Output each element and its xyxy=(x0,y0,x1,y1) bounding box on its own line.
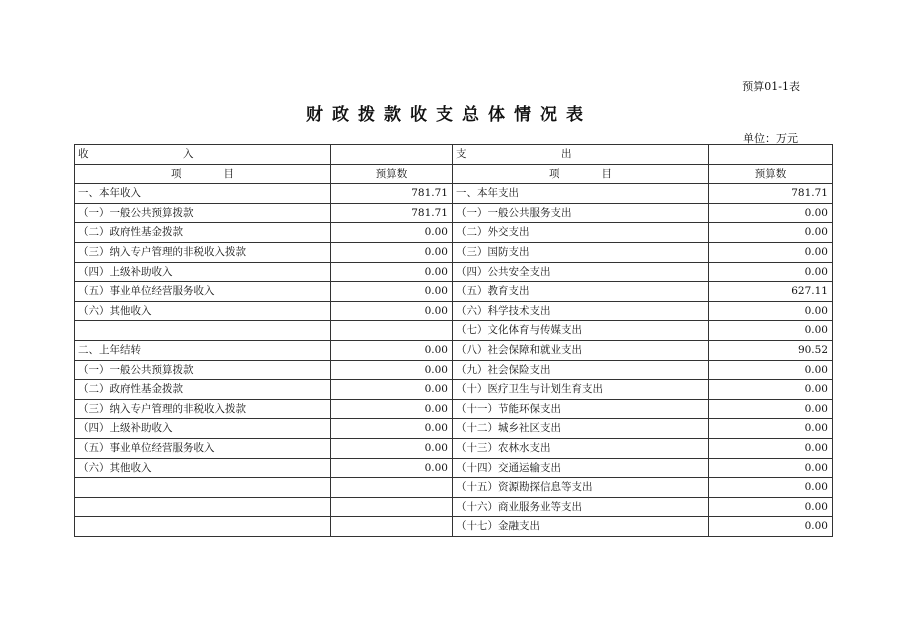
budget-table xyxy=(74,144,833,537)
income-item-cell: （五）事业单位经营服务收入 xyxy=(75,282,331,302)
income-amount-cell: 781.71 xyxy=(331,184,453,204)
expense-item-cell: （六）科学技术支出 xyxy=(453,301,709,321)
table-row xyxy=(75,242,833,262)
table-row xyxy=(75,458,833,478)
income-amount-cell: 0.00 xyxy=(331,301,453,321)
expense-item-cell: （八）社会保障和就业支出 xyxy=(453,340,709,360)
income-amount-cell: 0.00 xyxy=(331,223,453,243)
expense-amount-cell: 0.00 xyxy=(709,497,833,517)
income-item-cell xyxy=(75,321,331,341)
income-item-cell: （四）上级补助收入 xyxy=(75,419,331,439)
table-row xyxy=(75,321,833,341)
income-amount-cell: 0.00 xyxy=(331,282,453,302)
table-row xyxy=(75,438,833,458)
income-item-cell: （五）事业单位经营服务收入 xyxy=(75,438,331,458)
expense-section-header: 支 出 xyxy=(453,145,709,165)
income-item-column-header: 项 目 xyxy=(75,164,331,184)
expense-amount-cell: 0.00 xyxy=(709,399,833,419)
income-item-cell: （四）上级补助收入 xyxy=(75,262,331,282)
income-amount-cell: 0.00 xyxy=(331,340,453,360)
expense-section-header-blank xyxy=(709,145,833,165)
expense-item-cell: （十五）资源勘探信息等支出 xyxy=(453,478,709,498)
expense-amount-cell: 0.00 xyxy=(709,203,833,223)
form-code: 预算01-1表 xyxy=(742,80,800,93)
expense-item-cell: （二）外交支出 xyxy=(453,223,709,243)
expense-amount-column-header: 预算数 xyxy=(709,164,833,184)
expense-amount-cell: 0.00 xyxy=(709,380,833,400)
table-row xyxy=(75,184,833,204)
income-item-cell: （三）纳入专户管理的非税收入拨款 xyxy=(75,242,331,262)
expense-amount-cell: 0.00 xyxy=(709,262,833,282)
expense-item-cell: （十二）城乡社区支出 xyxy=(453,419,709,439)
table-row xyxy=(75,360,833,380)
expense-amount-cell: 0.00 xyxy=(709,438,833,458)
income-item-cell: 二、上年结转 xyxy=(75,340,331,360)
income-amount-cell: 0.00 xyxy=(331,438,453,458)
income-item-cell: （三）纳入专户管理的非税收入拨款 xyxy=(75,399,331,419)
income-item-cell: （六）其他收入 xyxy=(75,301,331,321)
income-item-cell: （二）政府性基金拨款 xyxy=(75,380,331,400)
income-amount-cell xyxy=(331,478,453,498)
table-row xyxy=(75,301,833,321)
income-item-cell: （六）其他收入 xyxy=(75,458,331,478)
expense-amount-cell: 0.00 xyxy=(709,458,833,478)
expense-amount-cell: 781.71 xyxy=(709,184,833,204)
expense-item-cell: （五）教育支出 xyxy=(453,282,709,302)
expense-item-cell: （十四）交通运输支出 xyxy=(453,458,709,478)
income-amount-column-header: 预算数 xyxy=(331,164,453,184)
income-amount-cell: 0.00 xyxy=(331,262,453,282)
table-body xyxy=(75,184,833,537)
table-row xyxy=(75,282,833,302)
expense-item-cell: （十七）金融支出 xyxy=(453,517,709,537)
table-row xyxy=(75,419,833,439)
income-item-cell xyxy=(75,478,331,498)
expense-item-cell: （十一）节能环保支出 xyxy=(453,399,709,419)
expense-amount-cell: 0.00 xyxy=(709,301,833,321)
expense-item-cell: （四）公共安全支出 xyxy=(453,262,709,282)
unit-label: 单位：万元 xyxy=(743,132,798,145)
table-row xyxy=(75,340,833,360)
table-row xyxy=(75,262,833,282)
table-row xyxy=(75,478,833,498)
expense-item-cell: （十）医疗卫生与计划生育支出 xyxy=(453,380,709,400)
income-section-header: 收 入 xyxy=(75,145,331,165)
expense-amount-cell: 0.00 xyxy=(709,360,833,380)
expense-amount-cell: 0.00 xyxy=(709,478,833,498)
expense-amount-cell: 0.00 xyxy=(709,223,833,243)
expense-amount-cell: 0.00 xyxy=(709,321,833,341)
income-amount-cell: 781.71 xyxy=(331,203,453,223)
table-row xyxy=(75,517,833,537)
income-amount-cell: 0.00 xyxy=(331,458,453,478)
income-amount-cell: 0.00 xyxy=(331,399,453,419)
expense-item-cell: （三）国防支出 xyxy=(453,242,709,262)
expense-item-cell: 一、本年支出 xyxy=(453,184,709,204)
income-amount-cell: 0.00 xyxy=(331,419,453,439)
income-item-cell xyxy=(75,497,331,517)
table-row xyxy=(75,223,833,243)
income-amount-cell xyxy=(331,517,453,537)
table-column-header-row xyxy=(75,164,833,184)
table-section-header-row xyxy=(75,145,833,165)
expense-amount-cell: 0.00 xyxy=(709,419,833,439)
income-item-cell xyxy=(75,517,331,537)
expense-amount-cell: 627.11 xyxy=(709,282,833,302)
income-amount-cell xyxy=(331,497,453,517)
expense-item-cell: （一）一般公共服务支出 xyxy=(453,203,709,223)
expense-item-cell: （九）社会保险支出 xyxy=(453,360,709,380)
expense-item-column-header: 项 目 xyxy=(453,164,709,184)
income-item-cell: 一、本年收入 xyxy=(75,184,331,204)
income-item-cell: （一）一般公共预算拨款 xyxy=(75,203,331,223)
table-row xyxy=(75,399,833,419)
income-amount-cell: 0.00 xyxy=(331,380,453,400)
page-title: 财政拨款收支总体情况表 xyxy=(306,105,592,125)
table-row xyxy=(75,203,833,223)
expense-amount-cell: 90.52 xyxy=(709,340,833,360)
table-row xyxy=(75,497,833,517)
income-amount-cell xyxy=(331,321,453,341)
expense-item-cell: （十六）商业服务业等支出 xyxy=(453,497,709,517)
expense-amount-cell: 0.00 xyxy=(709,242,833,262)
income-section-header-blank xyxy=(331,145,453,165)
expense-amount-cell: 0.00 xyxy=(709,517,833,537)
income-amount-cell: 0.00 xyxy=(331,242,453,262)
expense-item-cell: （七）文化体育与传媒支出 xyxy=(453,321,709,341)
expense-item-cell: （十三）农林水支出 xyxy=(453,438,709,458)
income-amount-cell: 0.00 xyxy=(331,360,453,380)
income-item-cell: （二）政府性基金拨款 xyxy=(75,223,331,243)
income-item-cell: （一）一般公共预算拨款 xyxy=(75,360,331,380)
table-row xyxy=(75,380,833,400)
